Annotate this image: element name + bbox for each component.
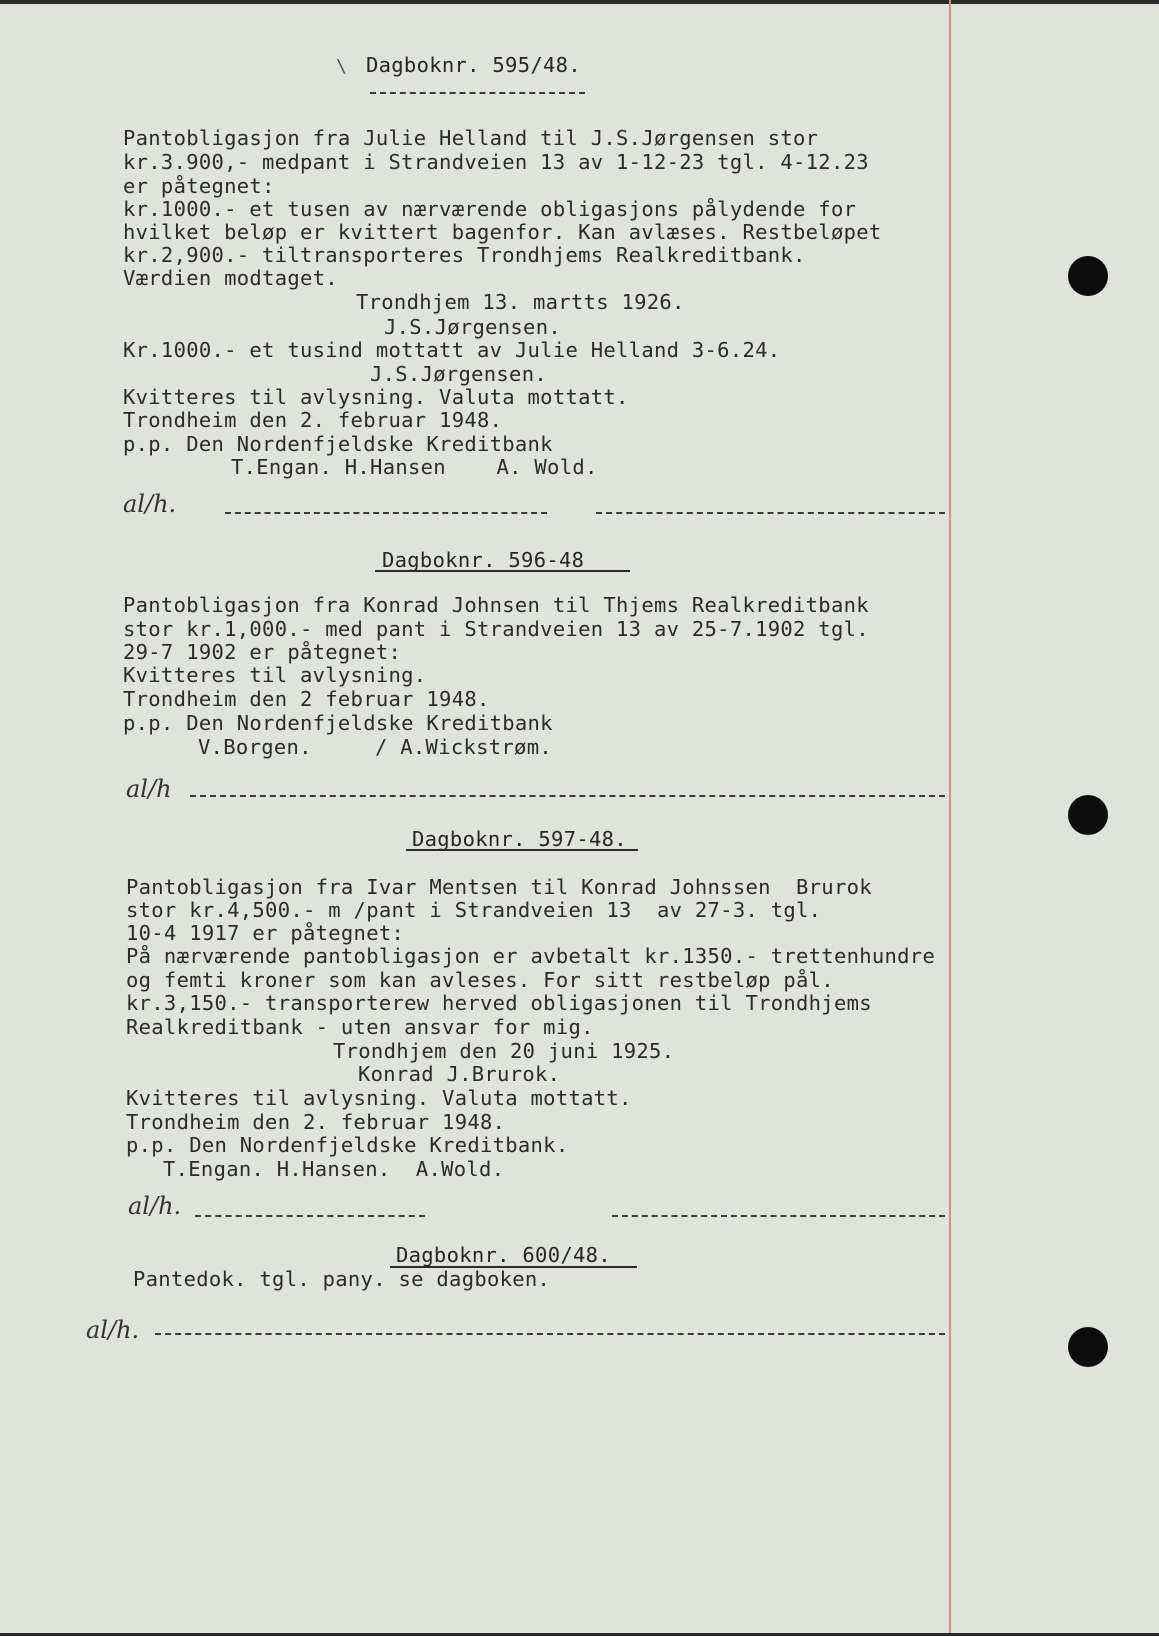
entry-heading: Dagboknr. 600/48.: [396, 1243, 611, 1267]
separator-rule: [596, 512, 945, 514]
entry-line: Trondhjem den 20 juni 1925.: [333, 1039, 675, 1063]
entry-line: Kr.1000.- et tusind mottatt av Julie Helland 3-6.24.: [123, 338, 781, 362]
entry-heading: Dagboknr. 596-48: [382, 548, 585, 572]
entry-line: p.p. Den Nordenfjeldske Kreditbank.: [126, 1133, 569, 1157]
heading-underline: [406, 849, 638, 851]
entry-line: Konrad J.Brurok.: [358, 1062, 561, 1086]
entry-line: J.S.Jørgensen.: [384, 315, 561, 339]
entry-line: kr.3,150.- transporterew herved obligasjonen til Trondhjems: [126, 991, 872, 1015]
stray-mark: \: [336, 56, 347, 77]
entry-line: stor kr.1,000.- med pant i Strandveien 13 av 25-7.1902 tgl.: [123, 617, 869, 641]
entry-line: Pantedok. tgl. pany. se dagboken.: [133, 1267, 551, 1291]
entry-line: Kvitteres til avlysning. Valuta mottatt.: [123, 385, 629, 409]
entry-line: Trondheim den 2. februar 1948.: [126, 1110, 506, 1134]
entry-line: Pantobligasjon fra Konrad Johnsen til Thjems Realkreditbank: [123, 593, 869, 617]
heading-underline: [370, 92, 585, 94]
handwritten-initials: al/h.: [128, 1192, 182, 1220]
handwritten-initials: al/h.: [86, 1316, 140, 1344]
punch-hole-1: [1068, 256, 1108, 296]
entry-line: Kvitteres til avlysning. Valuta mottatt.: [126, 1086, 632, 1110]
punch-hole-2: [1068, 795, 1108, 835]
punch-hole-3: [1068, 1327, 1108, 1367]
entry-line: Trondheim den 2 februar 1948.: [123, 687, 490, 711]
entry-line: T.Engan. H.Hansen A. Wold.: [231, 455, 598, 479]
scan-edge-top: [0, 0, 1159, 4]
entry-line: Trondhjem 13. martts 1926.: [356, 290, 685, 314]
entry-line: J.S.Jørgensen.: [370, 362, 547, 386]
entry-line: hvilket beløp er kvittert bagenfor. Kan avlæses. Restbeløpet: [123, 220, 882, 244]
entry-line: stor kr.4,500.- m /pant i Strandveien 13 av 27-3. tgl.: [126, 898, 822, 922]
entry-heading: Dagboknr. 595/48.: [366, 53, 581, 77]
entry-line: er påtegnet:: [123, 174, 275, 198]
entry-line: På nærværende pantobligasjon er avbetalt kr.1350.- trettenhundre: [126, 944, 936, 968]
entry-line: 29-7 1902 er påtegnet:: [123, 640, 402, 664]
entry-line: Pantobligasjon fra Ivar Mentsen til Konrad Johnssen Brurok: [126, 875, 872, 899]
entry-heading: Dagboknr. 597-48.: [412, 827, 627, 851]
entry-line: Værdien modtaget.: [123, 266, 338, 290]
entry-line: T.Engan. H.Hansen. A.Wold.: [163, 1157, 505, 1181]
handwritten-initials: al/h.: [123, 490, 177, 518]
entry-line: og femti kroner som kan avleses. For sitt restbeløp pål.: [126, 968, 834, 992]
separator-rule: [195, 1215, 425, 1217]
entry-line: kr.3.900,- medpant i Strandveien 13 av 1-12-23 tgl. 4-12.23: [123, 150, 869, 174]
entry-line: p.p. Den Nordenfjeldske Kreditbank: [123, 711, 553, 735]
separator-rule: [190, 795, 945, 797]
entry-line: Trondheim den 2. februar 1948.: [123, 408, 503, 432]
separator-rule: [225, 512, 547, 514]
entry-line: Realkreditbank - uten ansvar for mig.: [126, 1015, 594, 1039]
entry-line: V.Borgen. / A.Wickstrøm.: [198, 735, 552, 759]
heading-underline: [375, 570, 630, 572]
separator-rule: [612, 1215, 945, 1217]
handwritten-initials: al/h: [126, 775, 172, 803]
entry-line: p.p. Den Nordenfjeldske Kreditbank: [123, 432, 553, 456]
entry-line: Pantobligasjon fra Julie Helland til J.S.Jørgensen stor: [123, 126, 819, 150]
entry-line: kr.2,900.- tiltransporteres Trondhjems Realkreditbank.: [123, 243, 806, 267]
entry-line: kr.1000.- et tusen av nærværende obligasjons pålydende for: [123, 197, 857, 221]
entry-line: 10-4 1917 er påtegnet:: [126, 921, 405, 945]
margin-rule: [949, 0, 951, 1636]
entry-line: Kvitteres til avlysning.: [123, 663, 427, 687]
separator-rule: [155, 1333, 945, 1335]
